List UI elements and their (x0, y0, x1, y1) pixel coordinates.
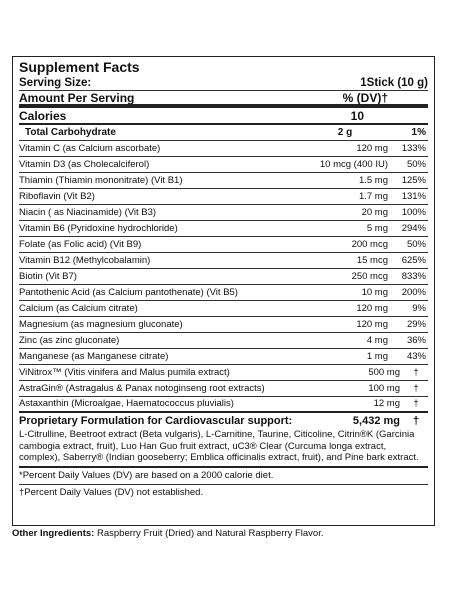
nutrient-row-amount: 120 mg (356, 142, 388, 154)
dv-header: % (DV)† (342, 90, 388, 105)
nutrient-row-name: Manganese (as Manganese citrate) (19, 350, 169, 362)
nutrient-row-name: Vitamin D3 (as Cholecalciferol) (19, 158, 150, 170)
extract-row-amount: 12 mg (373, 398, 400, 409)
nutrient-row-amount: 1.5 mg (358, 174, 388, 186)
extract-row-name: Astaxanthin (Microalgae, Haematococcus pluvialis) (19, 398, 234, 409)
proprietary-formulation (19, 413, 428, 468)
nutrient-row-amount: 200 mcg (351, 238, 388, 250)
extract-row (19, 381, 428, 397)
nutrient-row-name: Folate (as Folic acid) (Vit B9) (19, 238, 142, 250)
carbohydrate-dv: 1% (411, 126, 426, 138)
nutrient-row-dv: 9% (412, 302, 426, 314)
extract-row-amount: 500 mg (368, 366, 400, 378)
nutrient-row-dv: 36% (406, 334, 426, 346)
nutrient-row-amount: 1.7 mg (358, 190, 388, 202)
proprietary-dv: † (412, 415, 420, 427)
extract-row-name: ViNitrox™ (Vitis vinifera and Malus pumila extract) (19, 366, 230, 378)
proprietary-ingredients: L-Citrulline, Beetroot extract (Beta vulgaris), L-Carnitine, Taurine, Citicoline, Citrin®K (Garcinia cambogia extract, fruit), Luo Han Guo fruit extract, uC3® Clear (Curcuma longa extract, complex), Saberry® (Indian gooseberry; Emblica officinalis extract, fruit), and Pine bark extract. (19, 429, 419, 464)
nutrient-row-amount: 120 mg (356, 302, 388, 314)
other-ingredients (12, 528, 435, 540)
nutrient-row-name: Niacin ( as Niacinamide) (Vit B3) (19, 206, 157, 218)
nutrient-row-dv: 833% (401, 270, 426, 282)
nutrient-row (19, 333, 428, 349)
nutrient-row-dv: 294% (401, 222, 426, 234)
nutrient-row-name: Zinc (as zinc gluconate) (19, 334, 120, 346)
nutrient-row (19, 301, 428, 317)
nutrient-row-amount: 120 mg (356, 318, 388, 330)
footnote-dv-not-established: †Percent Daily Values (DV) not established. (19, 486, 204, 498)
extract-row-amount: 100 mg (368, 382, 400, 394)
nutrient-row-amount: 15 mcg (356, 254, 388, 266)
nutrient-row-amount: 1 mg (366, 350, 388, 362)
carbohydrate-row (19, 125, 428, 141)
extract-row-name: AstraGin® (Astragalus & Panax notoginseng root extracts) (19, 382, 265, 394)
extract-row-dv: † (413, 366, 419, 378)
serving-size-row (19, 75, 428, 91)
nutrient-row-name: Calcium (as Calcium citrate) (19, 302, 138, 314)
extract-row (19, 397, 428, 413)
nutrient-row-dv: 50% (406, 238, 426, 250)
nutrient-row (19, 237, 428, 253)
proprietary-amount: 5,432 mg (352, 415, 400, 427)
nutrient-row-amount: 10 mg (361, 286, 388, 298)
nutrient-row-dv: 100% (401, 206, 426, 218)
nutrient-row-dv: 625% (401, 254, 426, 266)
nutrient-row (19, 141, 428, 157)
serving-size-label: Serving Size: (19, 76, 92, 89)
other-ingredients-text: Raspberry Fruit (Dried) and Natural Raspberry Flavor. (94, 528, 324, 539)
nutrient-row-name: Pantothenic Acid (as Calcium pantothenate) (Vit B5) (19, 286, 238, 298)
nutrient-row-dv: 125% (401, 174, 426, 186)
nutrient-row (19, 157, 428, 173)
nutrient-row-amount: 4 mg (366, 334, 388, 346)
nutrient-row-name: Vitamin B12 (Methylcobalamin) (19, 254, 151, 266)
nutrient-row-amount: 10 mcg (400 IU) (319, 158, 388, 170)
serving-size-value: 1Stick (10 g) (360, 76, 428, 89)
nutrient-row-name: Thiamin (Thiamin mononitrate) (Vit B1) (19, 174, 183, 186)
nutrient-row (19, 317, 428, 333)
nutrient-row-dv: 43% (406, 350, 426, 362)
nutrient-row (19, 173, 428, 189)
nutrient-row (19, 349, 428, 365)
extract-row-dv: † (413, 382, 419, 394)
nutrient-row-dv: 133% (401, 142, 426, 154)
nutrient-row (19, 189, 428, 205)
panel-title: Supplement Facts (19, 59, 140, 75)
supplement-facts-panel (12, 56, 435, 526)
nutrient-row-name: Vitamin B6 (Pyridoxine hydrochloride) (19, 222, 178, 234)
carbohydrate-amount: 2 g (337, 126, 353, 138)
extract-row-dv: † (413, 398, 419, 409)
nutrient-row (19, 269, 428, 285)
calories-label: Calories (19, 109, 67, 122)
calories-value: 10 (350, 108, 364, 123)
extract-list (19, 365, 428, 413)
nutrient-row-dv: 200% (401, 286, 426, 298)
footnote-dv-basis: *Percent Daily Values (DV) are based on a 2000 calorie diet. (19, 468, 428, 485)
extract-row (19, 365, 428, 381)
nutrient-row-dv: 131% (401, 190, 426, 202)
nutrient-row-name: Riboflavin (Vit B2) (19, 190, 95, 202)
nutrient-list (19, 141, 428, 365)
amount-per-serving-row (19, 91, 428, 108)
nutrient-row-dv: 29% (406, 318, 426, 330)
nutrient-row-name: Vitamin C (as Calcium ascorbate) (19, 142, 161, 154)
nutrient-row (19, 221, 428, 237)
nutrient-row-dv: 50% (406, 158, 426, 170)
proprietary-header (19, 415, 428, 428)
amount-per-serving-label: Amount Per Serving (19, 91, 135, 104)
other-ingredients-label: Other Ingredients: (12, 528, 95, 539)
nutrient-row-name: Magnesium (as magnesium gluconate) (19, 318, 183, 330)
nutrient-row-amount: 250 mcg (351, 270, 388, 282)
nutrient-row-amount: 5 mg (366, 222, 388, 234)
carbohydrate-label: Total Carbohydrate (25, 126, 116, 138)
nutrient-row (19, 285, 428, 301)
proprietary-title: Proprietary Formulation for Cardiovascular support: (19, 415, 293, 427)
nutrient-row (19, 253, 428, 269)
calories-row (19, 108, 428, 125)
nutrient-row-name: Biotin (Vit B7) (19, 270, 77, 282)
nutrient-row-amount: 20 mg (361, 206, 388, 218)
nutrient-row (19, 205, 428, 221)
